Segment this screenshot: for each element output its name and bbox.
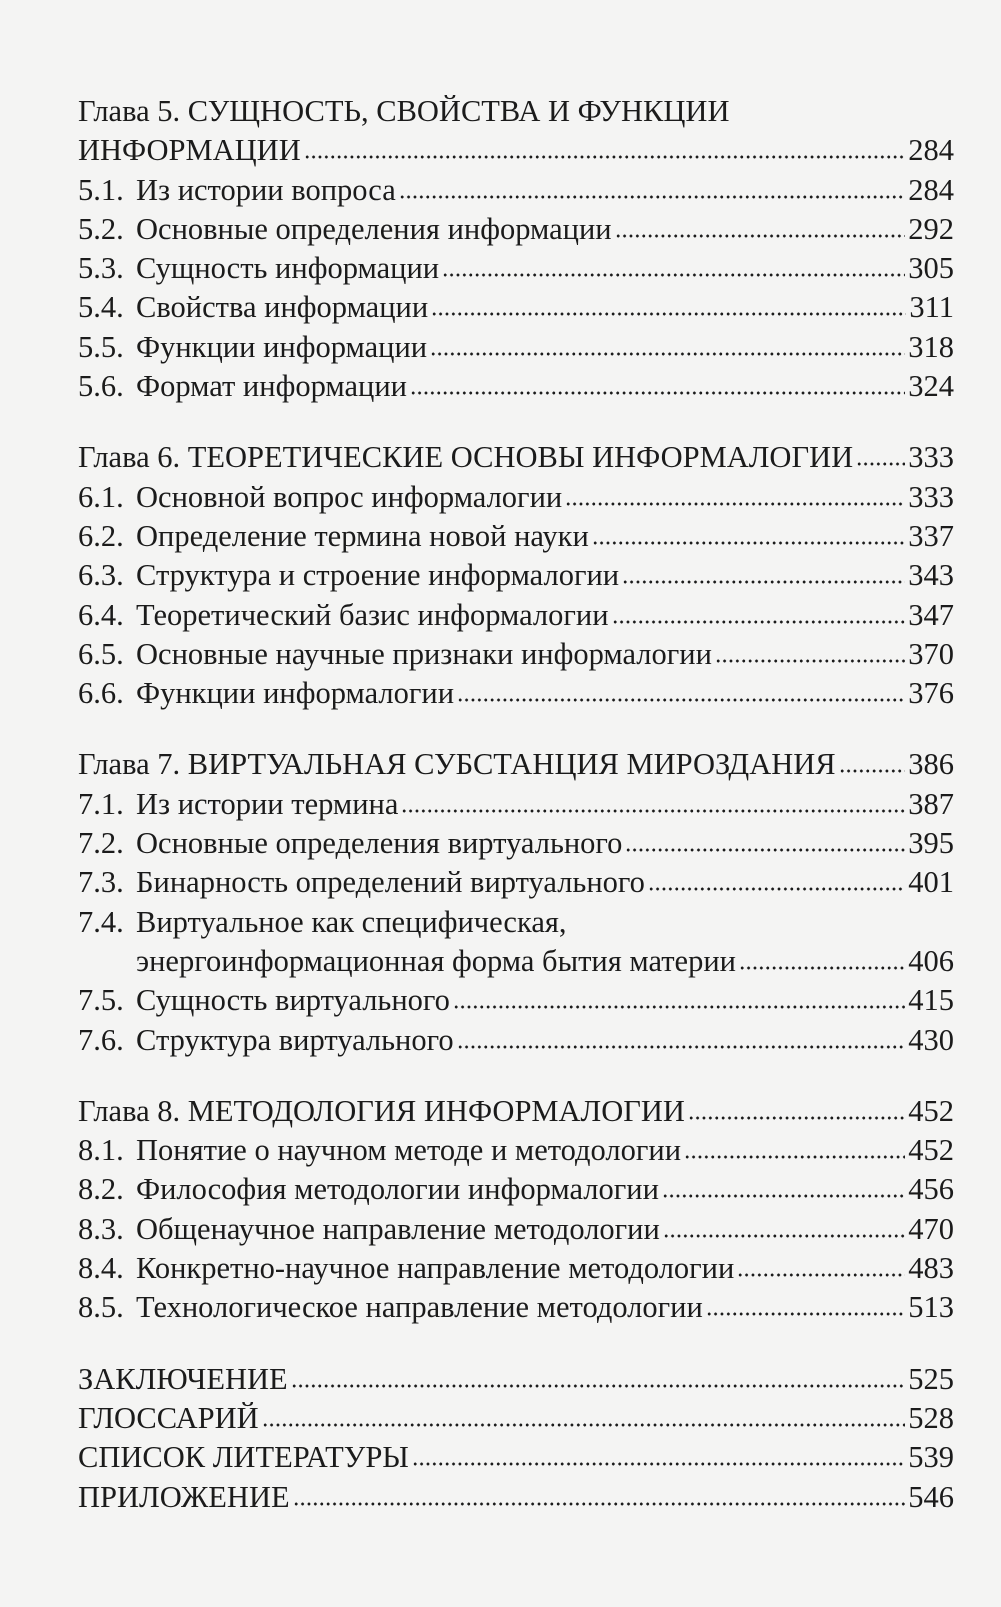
dot-leader bbox=[442, 273, 905, 277]
dot-leader bbox=[715, 659, 905, 663]
dot-leader bbox=[684, 1155, 905, 1159]
page-number: 513 bbox=[908, 1290, 954, 1325]
toc-entry bbox=[78, 478, 954, 517]
page-number: 452 bbox=[908, 1093, 954, 1128]
section-number: 7.6. bbox=[78, 1022, 124, 1057]
section-title: Основные определения виртуального bbox=[136, 826, 623, 861]
section-number: 6.3. bbox=[78, 558, 124, 593]
spacer bbox=[78, 1328, 954, 1360]
page-number: 305 bbox=[908, 251, 954, 286]
section-title: Общенаучное направление методологии bbox=[136, 1211, 660, 1246]
page-number: 343 bbox=[908, 558, 954, 593]
chapter-title: ИНФОРМАЦИИ bbox=[78, 133, 301, 168]
toc-entry bbox=[78, 785, 954, 824]
section-number: 8.3. bbox=[78, 1211, 124, 1246]
chapter-5 bbox=[78, 92, 954, 406]
toc-entry-multiline bbox=[78, 903, 954, 942]
dot-leader bbox=[612, 620, 906, 624]
chapter-7 bbox=[78, 745, 954, 1059]
section-title: Свойства информации bbox=[136, 290, 429, 325]
back-matter bbox=[78, 1360, 954, 1517]
dot-leader bbox=[663, 1234, 905, 1238]
chapter-title: Глава 8. МЕТОДОЛОГИЯ ИНФОРМАЛОГИИ bbox=[78, 1093, 685, 1128]
dot-leader bbox=[856, 462, 905, 466]
section-number: 5.6. bbox=[78, 369, 124, 404]
table-of-contents bbox=[78, 92, 954, 1517]
section-number: 7.1. bbox=[78, 786, 124, 821]
toc-entry bbox=[78, 1360, 954, 1399]
section-number: 8.5. bbox=[78, 1290, 124, 1325]
dot-leader bbox=[431, 312, 906, 316]
toc-entry bbox=[78, 824, 954, 863]
page-number: 452 bbox=[908, 1133, 954, 1168]
section-number: 5.1. bbox=[78, 172, 124, 207]
page-number: 539 bbox=[908, 1440, 954, 1475]
page-number: 456 bbox=[908, 1172, 954, 1207]
dot-leader bbox=[262, 1423, 906, 1427]
back-matter-title: ГЛОССАРИЙ bbox=[78, 1400, 259, 1435]
toc-entry bbox=[78, 635, 954, 674]
page-number: 401 bbox=[908, 865, 954, 900]
page-number: 395 bbox=[908, 826, 954, 861]
page-number: 387 bbox=[908, 786, 954, 821]
page-number: 284 bbox=[908, 133, 954, 168]
section-title: Технологическое направление методологии bbox=[136, 1290, 703, 1325]
page-number: 318 bbox=[908, 329, 954, 364]
section-number: 5.5. bbox=[78, 329, 124, 364]
toc-entry bbox=[78, 328, 954, 367]
chapter-title: Глава 7. ВИРТУАЛЬНАЯ СУБСТАНЦИЯ МИРОЗДАНИЯ bbox=[78, 747, 836, 782]
toc-entry bbox=[78, 171, 954, 210]
dot-leader bbox=[625, 848, 905, 852]
section-number: 8.1. bbox=[78, 1133, 124, 1168]
toc-entry bbox=[78, 1131, 954, 1170]
dot-leader bbox=[688, 1116, 905, 1120]
toc-entry bbox=[78, 367, 954, 406]
page-number: 470 bbox=[908, 1211, 954, 1246]
section-number: 6.2. bbox=[78, 518, 124, 553]
page-number: 483 bbox=[908, 1251, 954, 1286]
page-number: 324 bbox=[908, 369, 954, 404]
spacer bbox=[78, 406, 954, 438]
page-number: 333 bbox=[908, 440, 954, 475]
section-number: 5.2. bbox=[78, 211, 124, 246]
toc-entry bbox=[78, 596, 954, 635]
section-number: 6.1. bbox=[78, 479, 124, 514]
section-title: Конкретно-научное направление методологии bbox=[136, 1251, 735, 1286]
section-title: Структура виртуального bbox=[136, 1022, 454, 1057]
section-number: 6.5. bbox=[78, 636, 124, 671]
toc-entry bbox=[78, 863, 954, 902]
section-title: Понятие о научном методе и методологии bbox=[136, 1133, 682, 1168]
dot-leader bbox=[648, 887, 905, 891]
toc-entry bbox=[78, 556, 954, 595]
section-title: Структура и строение информалогии bbox=[136, 558, 620, 593]
section-number: 7.5. bbox=[78, 983, 124, 1018]
page-number: 525 bbox=[908, 1361, 954, 1396]
section-title: Функции информалогии bbox=[136, 676, 455, 711]
section-title: Бинарность определений виртуального bbox=[136, 865, 645, 900]
dot-leader bbox=[592, 541, 905, 545]
dot-leader bbox=[430, 352, 905, 356]
page-number: 370 bbox=[908, 636, 954, 671]
dot-leader bbox=[737, 1273, 905, 1277]
chapter-title: Глава 5. СУЩНОСТЬ, СВОЙСТВА И ФУНКЦИИ bbox=[78, 94, 730, 128]
page-number: 406 bbox=[908, 943, 954, 978]
section-number: 8.2. bbox=[78, 1172, 124, 1207]
section-number: 7.2. bbox=[78, 826, 124, 861]
dot-leader bbox=[622, 580, 905, 584]
toc-entry bbox=[78, 1399, 954, 1438]
dot-leader bbox=[839, 769, 906, 773]
dot-leader bbox=[457, 1045, 906, 1049]
back-matter-title: СПИСОК ЛИТЕРАТУРЫ bbox=[78, 1440, 409, 1475]
section-number: 8.4. bbox=[78, 1251, 124, 1286]
section-title: Из истории вопроса bbox=[136, 172, 396, 207]
dot-leader bbox=[615, 234, 906, 238]
section-number: 6.4. bbox=[78, 597, 124, 632]
back-matter-title: ЗАКЛЮЧЕНИЕ bbox=[78, 1361, 288, 1396]
toc-entry bbox=[78, 1210, 954, 1249]
section-title: Функции информации bbox=[136, 329, 428, 364]
toc-entry bbox=[78, 517, 954, 556]
toc-entry bbox=[78, 210, 954, 249]
dot-leader bbox=[410, 391, 905, 395]
dot-leader bbox=[453, 1005, 905, 1009]
dot-leader bbox=[399, 195, 906, 199]
toc-entry bbox=[78, 1288, 954, 1327]
page-number: 292 bbox=[908, 211, 954, 246]
dot-leader bbox=[706, 1312, 905, 1316]
toc-entry bbox=[78, 1478, 954, 1517]
toc-entry bbox=[78, 1021, 954, 1060]
section-title: Основные научные признаки информалогии bbox=[136, 636, 712, 671]
page-number: 347 bbox=[908, 597, 954, 632]
section-number: 5.4. bbox=[78, 290, 124, 325]
dot-leader bbox=[662, 1194, 905, 1198]
toc-entry bbox=[78, 288, 954, 327]
page-number: 284 bbox=[908, 172, 954, 207]
chapter-8 bbox=[78, 1092, 954, 1328]
section-title: Философия методологии информалогии bbox=[136, 1172, 659, 1207]
chapter-heading bbox=[78, 1092, 954, 1131]
page-number: 430 bbox=[908, 1022, 954, 1057]
toc-entry bbox=[78, 1249, 954, 1288]
section-title: Основные определения информации bbox=[136, 211, 612, 246]
page-number: 546 bbox=[908, 1479, 954, 1514]
chapter-heading bbox=[78, 745, 954, 784]
chapter-heading-continuation bbox=[78, 131, 954, 170]
dot-leader bbox=[293, 1502, 906, 1506]
section-title: Определение термина новой науки bbox=[136, 518, 589, 553]
dot-leader bbox=[291, 1384, 906, 1388]
toc-entry bbox=[78, 249, 954, 288]
section-title: Основной вопрос информалогии bbox=[136, 479, 563, 514]
page-number: 376 bbox=[908, 676, 954, 711]
page-number: 386 bbox=[908, 747, 954, 782]
section-number: 7.4. bbox=[78, 904, 124, 939]
dot-leader bbox=[412, 1462, 905, 1466]
chapter-heading bbox=[78, 92, 954, 131]
page-number: 333 bbox=[908, 479, 954, 514]
dot-leader bbox=[739, 966, 905, 970]
page-number: 528 bbox=[908, 1400, 954, 1435]
section-number: 6.6. bbox=[78, 676, 124, 711]
toc-entry-continuation bbox=[78, 942, 954, 981]
section-number: 5.3. bbox=[78, 251, 124, 286]
chapter-heading bbox=[78, 438, 954, 477]
spacer bbox=[78, 713, 954, 745]
chapter-6 bbox=[78, 438, 954, 713]
section-title: Сущность информации bbox=[136, 251, 440, 286]
page-number: 415 bbox=[908, 983, 954, 1018]
toc-entry bbox=[78, 1170, 954, 1209]
section-title: энергоинформационная форма бытия материи bbox=[136, 943, 736, 978]
chapter-title: Глава 6. ТЕОРЕТИЧЕСКИЕ ОСНОВЫ ИНФОРМАЛОГИИ bbox=[78, 440, 854, 475]
dot-leader bbox=[304, 155, 906, 159]
section-title: Сущность виртуального bbox=[136, 983, 450, 1018]
spacer bbox=[78, 1060, 954, 1092]
back-matter-title: ПРИЛОЖЕНИЕ bbox=[78, 1479, 290, 1514]
section-title: Из истории термина bbox=[136, 786, 399, 821]
toc-entry bbox=[78, 674, 954, 713]
dot-leader bbox=[457, 698, 905, 702]
section-number: 7.3. bbox=[78, 865, 124, 900]
dot-leader bbox=[401, 809, 905, 813]
section-title: Теоретический базис информалогии bbox=[136, 597, 609, 632]
section-title: Виртуальное как специфическая, bbox=[136, 904, 567, 939]
toc-entry bbox=[78, 1438, 954, 1477]
page-number: 311 bbox=[909, 290, 954, 325]
toc-entry bbox=[78, 981, 954, 1020]
page-number: 337 bbox=[908, 518, 954, 553]
section-title: Формат информации bbox=[136, 369, 407, 404]
dot-leader bbox=[565, 502, 905, 506]
